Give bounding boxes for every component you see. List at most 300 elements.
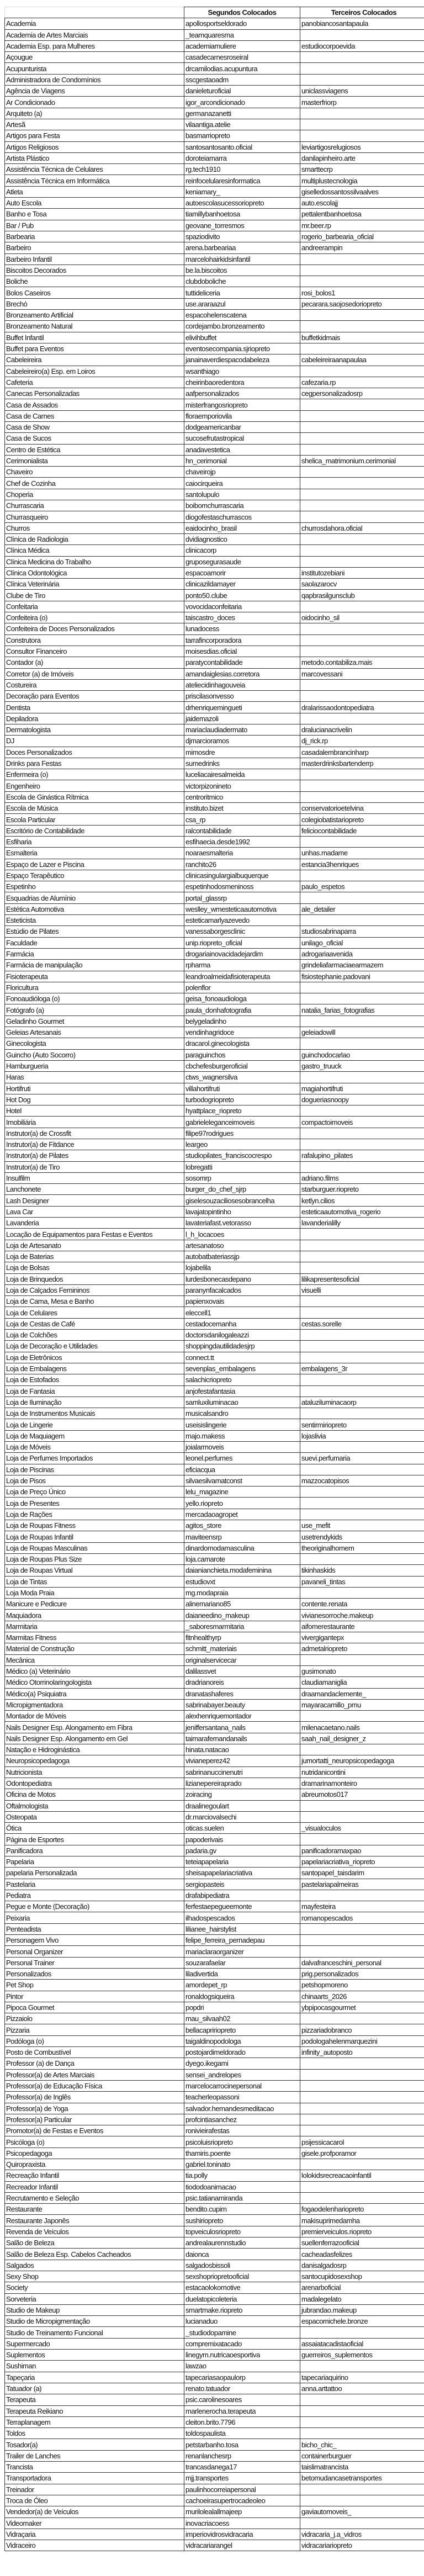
- second-place-cell: janainaverdiespacodabeleza: [184, 355, 300, 366]
- third-place-cell: [300, 2405, 424, 2416]
- table-row: [5, 2473, 424, 2484]
- table-row: [5, 1957, 424, 1968]
- second-place-cell: teacherleopassoni: [184, 2092, 300, 2103]
- table-row: [5, 1823, 424, 1834]
- table-row: [5, 242, 424, 253]
- second-place-cell: lunadocess: [184, 623, 300, 634]
- category-cell: Personal Trainer: [5, 1957, 184, 1968]
- second-place-cell: popdri: [184, 2002, 300, 2013]
- third-place-cell: chinaarts_2026: [300, 1991, 424, 2002]
- table-row: [5, 1475, 424, 1486]
- category-cell: Academia Esp. para Mulheres: [5, 40, 184, 51]
- table-row: [5, 321, 424, 332]
- second-place-cell: daionca: [184, 2249, 300, 2260]
- table-row: [5, 220, 424, 231]
- second-place-cell: mimosdre: [184, 747, 300, 758]
- category-cell: Hotel: [5, 1105, 184, 1117]
- category-cell: Clube de Tiro: [5, 590, 184, 601]
- category-cell: Casa de Assados: [5, 399, 184, 410]
- category-cell: Lavanderia: [5, 1218, 184, 1229]
- second-place-cell: felipe_ferreira_pernadepau: [184, 1935, 300, 1946]
- category-cell: Professor(a) de Inglês: [5, 2092, 184, 2103]
- third-place-cell: [300, 2361, 424, 2372]
- table-row: [5, 1553, 424, 1564]
- table-row: [5, 1688, 424, 1699]
- second-place-cell: estacaolokomotive: [184, 2282, 300, 2293]
- category-cell: Pegue e Monte (Decoração): [5, 1901, 184, 1912]
- table-row: [5, 1072, 424, 1083]
- third-place-cell: [300, 1834, 424, 1845]
- second-place-cell: tiododoanimacao: [184, 2181, 300, 2192]
- second-place-cell: inovacriacoess: [184, 2517, 300, 2529]
- second-place-cell: casadecarnesroseiral: [184, 52, 300, 63]
- table-row: [5, 2080, 424, 2091]
- category-cell: Salão de Beleza: [5, 2238, 184, 2249]
- category-cell: Psicóloga (o): [5, 2136, 184, 2147]
- category-cell: Loja de Cama, Mesa e Banho: [5, 1296, 184, 1307]
- second-place-cell: eleccell1: [184, 1307, 300, 1318]
- second-place-cell: drcamilodias.acupuntura: [184, 63, 300, 74]
- category-cell: Escritório de Contabilidade: [5, 825, 184, 836]
- header-category: [5, 7, 184, 18]
- table-row: [5, 1755, 424, 1766]
- table-row: [5, 881, 424, 892]
- category-cell: Vidraçaria: [5, 2529, 184, 2540]
- third-place-cell: [300, 2416, 424, 2427]
- category-cell: Vendedor(a) de Veículos: [5, 2506, 184, 2517]
- second-place-cell: drhenriquemingueti: [184, 702, 300, 713]
- second-place-cell: dradrianoreis: [184, 1677, 300, 1688]
- second-place-cell: anjofestafantasia: [184, 1385, 300, 1397]
- third-place-cell: [300, 1946, 424, 1957]
- second-place-cell: sumedrinks: [184, 758, 300, 769]
- third-place-cell: [300, 1487, 424, 1498]
- third-place-cell: [300, 2428, 424, 2439]
- third-place-cell: mayfesteira: [300, 1901, 424, 1912]
- third-place-cell: [300, 1330, 424, 1341]
- third-place-cell: [300, 1711, 424, 1722]
- second-place-cell: santolupulo: [184, 489, 300, 500]
- second-place-cell: compremixatacado: [184, 2338, 300, 2349]
- third-place-cell: [300, 433, 424, 444]
- second-place-cell: paula_donhafotografia: [184, 1004, 300, 1015]
- table-row: [5, 814, 424, 825]
- third-place-cell: [300, 63, 424, 74]
- category-cell: Açougue: [5, 52, 184, 63]
- table-row: [5, 892, 424, 903]
- table-row: [5, 2147, 424, 2159]
- second-place-cell: autoescolasucessoriopreto: [184, 198, 300, 209]
- category-cell: Geladinho Gourmet: [5, 1015, 184, 1027]
- table-row: [5, 2394, 424, 2405]
- third-place-cell: fisiostephanie.padovani: [300, 971, 424, 982]
- category-cell: Loja de Piscinas: [5, 1464, 184, 1475]
- second-place-cell: ctws_wagnersilva: [184, 1072, 300, 1083]
- second-place-cell: lurdesbonecasdepano: [184, 1273, 300, 1284]
- third-place-cell: [300, 601, 424, 612]
- second-place-cell: cachoeirasupertrocadeoleo: [184, 2495, 300, 2506]
- category-cell: Artista Plástico: [5, 152, 184, 163]
- table-row: [5, 388, 424, 399]
- second-place-cell: hyattplace_riopreto: [184, 1105, 300, 1117]
- category-cell: Bronzeamento Natural: [5, 321, 184, 332]
- table-row: [5, 1397, 424, 1408]
- category-cell: Escola de Ginástica Rítmica: [5, 791, 184, 802]
- category-cell: Cafeteria: [5, 377, 184, 388]
- category-cell: Barbeiro: [5, 242, 184, 253]
- third-place-cell: gastro_truuck: [300, 1060, 424, 1071]
- category-cell: Acupunturista: [5, 63, 184, 74]
- second-place-cell: sensei_andrelopes: [184, 2069, 300, 2080]
- second-place-cell: loja.camarote: [184, 1553, 300, 1564]
- category-cell: Tosador(a): [5, 2439, 184, 2450]
- second-place-cell: linegym.nutricaoesportiva: [184, 2350, 300, 2361]
- second-place-cell: sexshopriopretooficial: [184, 2271, 300, 2282]
- category-cell: Pet Shop: [5, 1980, 184, 1991]
- category-cell: Penteadista: [5, 1923, 184, 1934]
- second-place-cell: use.araraazul: [184, 298, 300, 309]
- second-place-cell: be.la.biscoitos: [184, 265, 300, 276]
- third-place-cell: suellenferrazooficial: [300, 2238, 424, 2249]
- third-place-cell: paulo_espetos: [300, 881, 424, 892]
- category-cell: Construtora: [5, 634, 184, 646]
- second-place-cell: psic.tatianamiranda: [184, 2192, 300, 2203]
- third-place-cell: adriano.films: [300, 1172, 424, 1183]
- second-place-cell: clinicasingulargialbuquerque: [184, 870, 300, 881]
- third-place-cell: [300, 1744, 424, 1755]
- table-body: [5, 18, 424, 2551]
- table-row: [5, 2338, 424, 2349]
- table-row: [5, 567, 424, 578]
- third-place-cell: uniclassviagens: [300, 86, 424, 97]
- third-place-cell: dalvafranceschini_personal: [300, 1957, 424, 1968]
- second-place-cell: musicalsandro: [184, 1408, 300, 1419]
- third-place-cell: dogueriasnoopy: [300, 1094, 424, 1105]
- category-cell: Cabeleireiro(a) Esp. em Loiros: [5, 366, 184, 377]
- second-place-cell: murilolealallmajeep: [184, 2506, 300, 2517]
- third-place-cell: metodo.contabiliza.mais: [300, 657, 424, 668]
- third-place-cell: [300, 2394, 424, 2405]
- second-place-cell: instituto.bizet: [184, 803, 300, 814]
- second-place-cell: connect.tt: [184, 1352, 300, 1363]
- category-cell: Bar / Pub: [5, 220, 184, 231]
- category-cell: Pizzaiolo: [5, 2013, 184, 2024]
- table-row: [5, 1677, 424, 1688]
- second-place-cell: aafpersonalizados: [184, 388, 300, 399]
- third-place-cell: jubrandao.makeup: [300, 2304, 424, 2315]
- second-place-cell: ranchito26: [184, 859, 300, 870]
- third-place-cell: [300, 915, 424, 926]
- second-place-cell: vivianeperez42: [184, 1755, 300, 1766]
- second-place-cell: marlenerocha.terapeuta: [184, 2405, 300, 2416]
- category-cell: Confeiteira (o): [5, 612, 184, 623]
- third-place-cell: mazzocatopisos: [300, 1475, 424, 1486]
- third-place-cell: conservatorioetelvina: [300, 803, 424, 814]
- third-place-cell: [300, 74, 424, 85]
- category-cell: Escola Particular: [5, 814, 184, 825]
- third-place-cell: [300, 870, 424, 881]
- table-row: [5, 186, 424, 197]
- third-place-cell: [300, 2080, 424, 2091]
- third-place-cell: [300, 2103, 424, 2114]
- second-place-cell: tiamillybanhoetosa: [184, 209, 300, 220]
- category-cell: Mecânica: [5, 1654, 184, 1665]
- third-place-cell: [300, 1408, 424, 1419]
- second-place-cell: gruposegurasaude: [184, 556, 300, 567]
- third-place-cell: tapecariaquirino: [300, 2372, 424, 2383]
- table-row: [5, 960, 424, 971]
- category-cell: Confeitaria: [5, 601, 184, 612]
- second-place-cell: joialarmoveis: [184, 1442, 300, 1453]
- category-cell: Restaurante: [5, 2204, 184, 2215]
- table-row: [5, 1206, 424, 1217]
- third-place-cell: institutozebiani: [300, 567, 424, 578]
- third-place-cell: [300, 1442, 424, 1453]
- category-cell: Fonoaudióloga (o): [5, 993, 184, 1004]
- second-place-cell: vendinhagridoce: [184, 1027, 300, 1038]
- second-place-cell: cheirinbaoredentora: [184, 377, 300, 388]
- second-place-cell: igor_arcondicionado: [184, 97, 300, 108]
- category-cell: Natação e Hidroginástica: [5, 1744, 184, 1755]
- table-row: [5, 2495, 424, 2506]
- third-place-cell: [300, 1161, 424, 1172]
- table-row: [5, 444, 424, 455]
- table-row: [5, 915, 424, 926]
- third-place-cell: [300, 780, 424, 791]
- third-place-cell: [300, 2484, 424, 2495]
- table-row: [5, 1430, 424, 1441]
- table-row: [5, 691, 424, 702]
- third-place-cell: panobiancosantapaula: [300, 18, 424, 29]
- second-place-cell: majo.makess: [184, 1430, 300, 1441]
- third-place-cell: smarttecrp: [300, 164, 424, 175]
- table-row: [5, 1015, 424, 1027]
- category-cell: Personagem Vivo: [5, 1935, 184, 1946]
- second-place-cell: lilianee_hairstylist: [184, 1923, 300, 1934]
- category-cell: Loja de Embalagens: [5, 1363, 184, 1374]
- table-row: [5, 2092, 424, 2103]
- category-cell: Loja de Roupas Plus Size: [5, 1553, 184, 1564]
- category-cell: Dermatologista: [5, 724, 184, 736]
- second-place-cell: ponto50.clube: [184, 590, 300, 601]
- third-place-cell: [300, 108, 424, 119]
- table-row: [5, 343, 424, 354]
- third-place-cell: [300, 1890, 424, 1901]
- third-place-cell: [300, 2058, 424, 2069]
- category-cell: Recrutamento e Seleção: [5, 2192, 184, 2203]
- category-cell: Fisioterapeuta: [5, 971, 184, 982]
- table-row: [5, 1240, 424, 1251]
- category-cell: Micropigmentadora: [5, 1699, 184, 1710]
- second-place-cell: lavajatopintinho: [184, 1206, 300, 1217]
- table-row: [5, 2416, 424, 2427]
- second-place-cell: mjj.transportes: [184, 2473, 300, 2484]
- table-row: [5, 18, 424, 29]
- category-cell: Academia de Artes Marciais: [5, 29, 184, 40]
- table-row: [5, 679, 424, 690]
- third-place-cell: adrogariaavenida: [300, 948, 424, 959]
- third-place-cell: bicho_chic_: [300, 2439, 424, 2450]
- category-cell: Panificadora: [5, 1845, 184, 1856]
- third-place-cell: danisalgadosrp: [300, 2260, 424, 2271]
- table-row: [5, 1509, 424, 1520]
- category-cell: Personal Organizer: [5, 1946, 184, 1957]
- second-place-cell: bendito.cupim: [184, 2204, 300, 2215]
- category-cell: Doces Personalizados: [5, 747, 184, 758]
- third-place-cell: pizzariadobranco: [300, 2024, 424, 2035]
- second-place-cell: taigaldinopodologa: [184, 2035, 300, 2046]
- third-place-cell: [300, 623, 424, 634]
- table-row: [5, 265, 424, 276]
- table-row: [5, 1117, 424, 1128]
- second-place-cell: caiocirqueira: [184, 478, 300, 489]
- second-place-cell: _teamquaresma: [184, 29, 300, 40]
- third-place-cell: buffetkidmais: [300, 332, 424, 343]
- second-place-cell: studiopilates_franciscocrespo: [184, 1150, 300, 1161]
- table-row: [5, 1172, 424, 1183]
- table-row: [5, 421, 424, 432]
- second-place-cell: luceliacairesalmeida: [184, 769, 300, 780]
- category-cell: Bronzeamento Artificial: [5, 310, 184, 321]
- table-row: [5, 1778, 424, 1789]
- table-row: [5, 1105, 424, 1117]
- third-place-cell: compactoimoveis: [300, 1117, 424, 1128]
- category-cell: Loja de Preço Único: [5, 1487, 184, 1498]
- table-row: [5, 2484, 424, 2495]
- second-place-cell: sucosefrutastropical: [184, 433, 300, 444]
- third-place-cell: [300, 343, 424, 354]
- category-cell: Marmitas Fitness: [5, 1632, 184, 1643]
- category-cell: Instrutor(a) de Crossfit: [5, 1128, 184, 1139]
- third-place-cell: [300, 1229, 424, 1240]
- third-place-cell: lojaslivia: [300, 1430, 424, 1441]
- third-place-cell: premierveiculos.riopreto: [300, 2226, 424, 2237]
- second-place-cell: alinemariano85: [184, 1599, 300, 1610]
- third-place-cell: [300, 2013, 424, 2024]
- category-cell: Revenda de Veículos: [5, 2226, 184, 2237]
- third-place-cell: estancia3henriques: [300, 859, 424, 870]
- table-row: [5, 2506, 424, 2517]
- table-row: [5, 2405, 424, 2416]
- third-place-cell: espacomichele.bronze: [300, 2316, 424, 2327]
- table-row: [5, 2372, 424, 2383]
- category-cell: Brechó: [5, 298, 184, 309]
- second-place-cell: dodgeamericanbar: [184, 421, 300, 432]
- second-place-cell: vanessaborgesclinic: [184, 926, 300, 937]
- table-row: [5, 1868, 424, 1879]
- category-cell: DJ: [5, 736, 184, 747]
- third-place-cell: natalia_farias_fotografias: [300, 1004, 424, 1015]
- third-place-cell: [300, 500, 424, 511]
- third-place-cell: casadalembrancinharp: [300, 747, 424, 758]
- third-place-cell: [300, 366, 424, 377]
- second-place-cell: _saboresmarmitaria: [184, 1621, 300, 1632]
- header-row: [5, 7, 424, 18]
- table-row: [5, 108, 424, 119]
- category-cell: Médico Otorrinolaringologista: [5, 1677, 184, 1688]
- third-place-cell: saolazarocv: [300, 579, 424, 590]
- category-cell: Médico(a) Psiquiatra: [5, 1688, 184, 1699]
- third-place-cell: usetrendykids: [300, 1531, 424, 1542]
- second-place-cell: bellacapririopreto: [184, 2024, 300, 2035]
- third-place-cell: [300, 2125, 424, 2136]
- category-cell: Estúdio de Pilates: [5, 926, 184, 937]
- third-place-cell: [300, 119, 424, 130]
- second-place-cell: shoppingdautilidadesjrp: [184, 1341, 300, 1352]
- category-cell: Society: [5, 2282, 184, 2293]
- table-row: [5, 533, 424, 544]
- category-cell: Quiropraxista: [5, 2159, 184, 2170]
- category-cell: Loja de Maquiagem: [5, 1430, 184, 1441]
- second-place-cell: doctorsdanilogaleazzi: [184, 1330, 300, 1341]
- category-cell: Loja de Rações: [5, 1509, 184, 1520]
- second-place-cell: eventosecompania.sjriopreto: [184, 343, 300, 354]
- third-place-cell: giselledossantossilvaalves: [300, 186, 424, 197]
- category-cell: Instrutor(a) de Tiro: [5, 1161, 184, 1172]
- third-place-cell: vivianesorroche.makeup: [300, 1610, 424, 1621]
- second-place-cell: djmarcioramos: [184, 736, 300, 747]
- third-place-cell: ybpipocasgourmet: [300, 2002, 424, 2013]
- category-cell: Cabeleireira: [5, 355, 184, 366]
- third-place-cell: [300, 1128, 424, 1139]
- second-place-cell: tuttideliceria: [184, 287, 300, 298]
- second-place-cell: mariaclaraorganizer: [184, 1946, 300, 1957]
- category-cell: Loja de Bolsas: [5, 1262, 184, 1273]
- category-cell: Hot Dog: [5, 1094, 184, 1105]
- category-cell: Professor (a) de Dança: [5, 2058, 184, 2069]
- second-place-cell: boibomchurrascaria: [184, 500, 300, 511]
- second-place-cell: cestadocemanha: [184, 1318, 300, 1329]
- second-place-cell: oticas.suelen: [184, 1823, 300, 1834]
- third-place-cell: magiahortifruti: [300, 1083, 424, 1094]
- third-place-cell: unilago_oficial: [300, 937, 424, 948]
- category-cell: Loja de Eletrônicos: [5, 1352, 184, 1363]
- table-row: [5, 1542, 424, 1553]
- table-row: [5, 74, 424, 85]
- category-cell: Videomaker: [5, 2517, 184, 2529]
- second-place-cell: sergiopasteis: [184, 1879, 300, 1890]
- third-place-cell: claudiamaniglia: [300, 1677, 424, 1688]
- table-row: [5, 231, 424, 242]
- table-row: [5, 1520, 424, 1531]
- table-row: [5, 52, 424, 63]
- second-place-cell: portal_glassrp: [184, 892, 300, 903]
- second-place-cell: tarrafincorporadora: [184, 634, 300, 646]
- category-cell: Manicure e Pedicure: [5, 1599, 184, 1610]
- second-place-cell: renato.tatuador: [184, 2383, 300, 2394]
- table-row: [5, 1654, 424, 1665]
- table-row: [5, 175, 424, 186]
- third-place-cell: [300, 253, 424, 265]
- second-place-cell: doroteiamarra: [184, 152, 300, 163]
- second-place-cell: salvador.hernandesmeditacao: [184, 2103, 300, 2114]
- third-place-cell: [300, 478, 424, 489]
- third-place-cell: [300, 791, 424, 802]
- third-place-cell: cafezaria.rp: [300, 377, 424, 388]
- second-place-cell: jeniffersantana_nails: [184, 1722, 300, 1733]
- table-row: [5, 1935, 424, 1946]
- third-place-cell: vivergigantepx: [300, 1632, 424, 1643]
- category-cell: Hamburgueria: [5, 1060, 184, 1071]
- table-row: [5, 1879, 424, 1890]
- second-place-cell: salachicriopreto: [184, 1374, 300, 1385]
- third-place-cell: gisele.profporamor: [300, 2147, 424, 2159]
- second-place-cell: duelatopicoleteria: [184, 2293, 300, 2304]
- category-cell: Loja de Baterias: [5, 1251, 184, 1262]
- second-place-cell: psic.carolinesoares: [184, 2394, 300, 2405]
- third-place-cell: geleiadowill: [300, 1027, 424, 1038]
- second-place-cell: leargeo: [184, 1139, 300, 1150]
